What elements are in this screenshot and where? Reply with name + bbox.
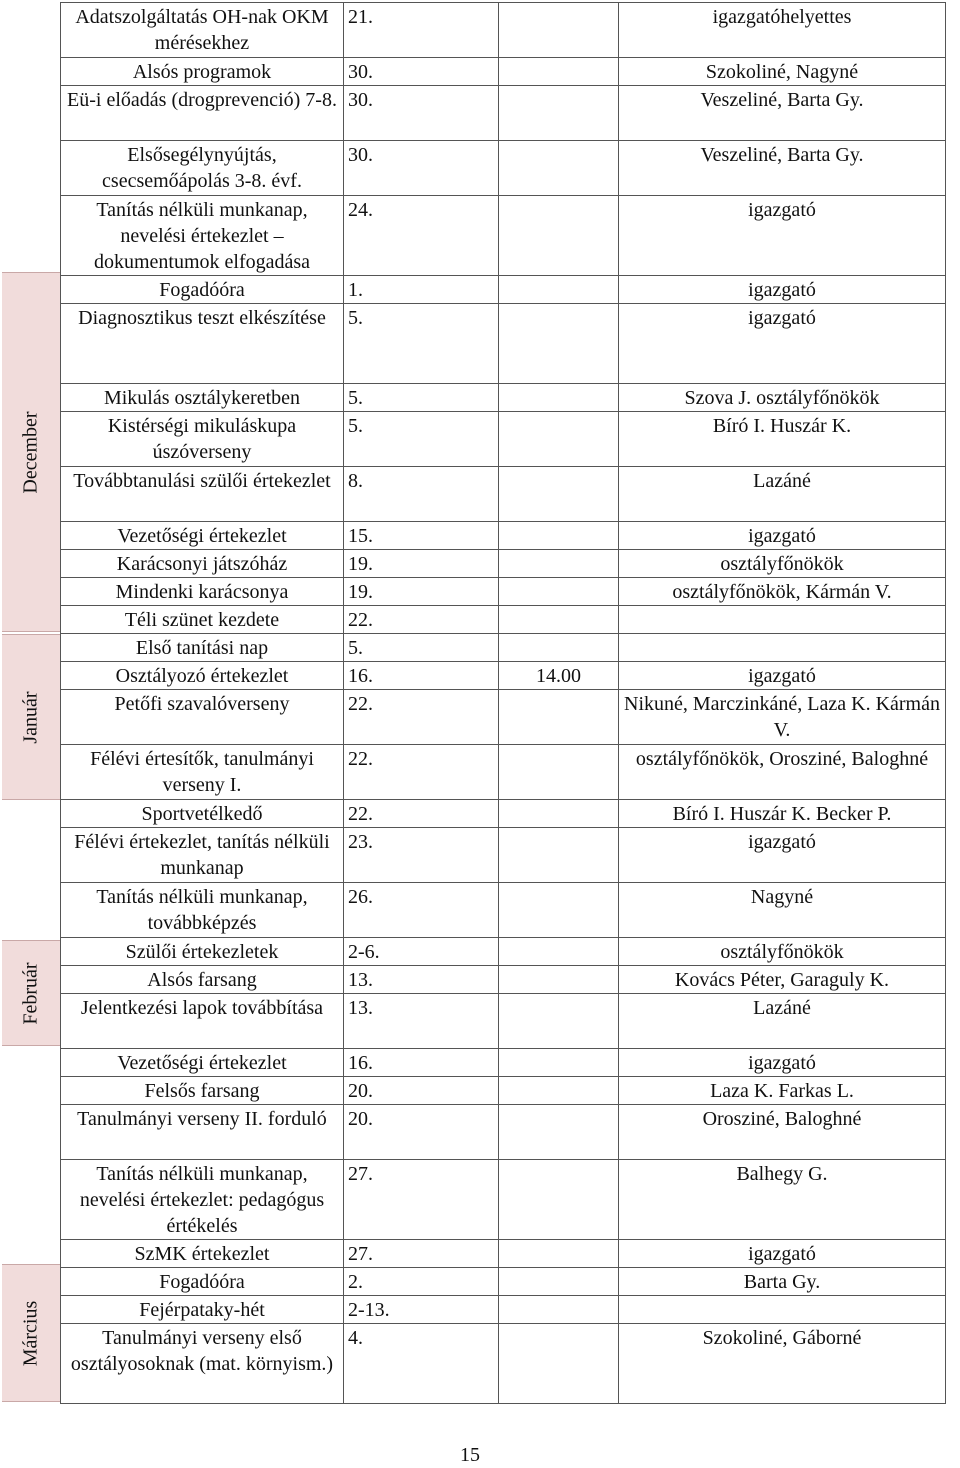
time-cell: 14.00	[499, 662, 619, 690]
time-cell	[499, 578, 619, 606]
table-row	[61, 1268, 946, 1296]
month-band-december	[2, 272, 60, 632]
table-row	[61, 1077, 946, 1105]
responsible-cell: Barta Gy.	[619, 1268, 946, 1296]
table-row	[61, 994, 946, 1049]
date-cell: 22.	[344, 690, 499, 745]
responsible-cell: Szokoliné, Gáborné	[619, 1324, 946, 1404]
responsible-cell: igazgató	[619, 1240, 946, 1268]
time-cell	[499, 276, 619, 304]
table-row	[61, 522, 946, 550]
event-cell: Alsós programok	[61, 58, 344, 86]
responsible-cell: igazgató	[619, 276, 946, 304]
table-row	[61, 634, 946, 662]
time-cell	[499, 883, 619, 938]
time-cell	[499, 196, 619, 276]
time-cell	[499, 994, 619, 1049]
date-cell: 13.	[344, 966, 499, 994]
table-row	[61, 276, 946, 304]
month-label: Január	[19, 690, 42, 744]
event-cell: Petőfi szavalóverseny	[61, 690, 344, 745]
time-cell	[499, 634, 619, 662]
date-cell: 16.	[344, 662, 499, 690]
time-cell	[499, 828, 619, 883]
time-cell	[499, 1160, 619, 1240]
date-cell: 27.	[344, 1240, 499, 1268]
table-row	[61, 1296, 946, 1324]
table-row	[61, 141, 946, 196]
event-cell: SzMK értekezlet	[61, 1240, 344, 1268]
responsible-cell: Bíró I. Huszár K.	[619, 412, 946, 467]
date-cell: 26.	[344, 883, 499, 938]
date-cell: 23.	[344, 828, 499, 883]
event-cell: Diagnosztikus teszt elkészítése	[61, 304, 344, 384]
event-cell: Félévi értesítők, tanulmányi verseny I.	[61, 745, 344, 800]
month-label: Március	[19, 1300, 42, 1366]
month-label: December	[19, 410, 42, 494]
date-cell: 16.	[344, 1049, 499, 1077]
date-cell: 1.	[344, 276, 499, 304]
event-cell: Fogadóóra	[61, 1268, 344, 1296]
responsible-cell: igazgató	[619, 522, 946, 550]
date-cell: 2.	[344, 1268, 499, 1296]
table-row	[61, 86, 946, 141]
table-row	[61, 883, 946, 938]
date-cell: 2-6.	[344, 938, 499, 966]
date-cell: 30.	[344, 141, 499, 196]
time-cell	[499, 467, 619, 522]
table-row	[61, 690, 946, 745]
time-cell	[499, 141, 619, 196]
event-cell: Továbbtanulási szülői értekezlet	[61, 467, 344, 522]
event-cell: Adatszolgáltatás OH-nak OKM mérésekhez	[61, 3, 344, 58]
table-row	[61, 1240, 946, 1268]
responsible-cell: Nagyné	[619, 883, 946, 938]
event-cell: Vezetőségi értekezlet	[61, 522, 344, 550]
responsible-cell	[619, 606, 946, 634]
responsible-cell: osztályfőnökök, Orosziné, Baloghné	[619, 745, 946, 800]
event-cell: Kistérségi mikuláskupa úszóverseny	[61, 412, 344, 467]
responsible-cell: osztályfőnökök	[619, 550, 946, 578]
responsible-cell: osztályfőnökök	[619, 938, 946, 966]
responsible-cell: igazgatóhelyettes	[619, 3, 946, 58]
event-cell: Felsős farsang	[61, 1077, 344, 1105]
event-cell: Első tanítási nap	[61, 634, 344, 662]
time-cell	[499, 522, 619, 550]
table-row	[61, 800, 946, 828]
time-cell	[499, 966, 619, 994]
event-cell: Téli szünet kezdete	[61, 606, 344, 634]
responsible-cell: igazgató	[619, 304, 946, 384]
table-row	[61, 938, 946, 966]
time-cell	[499, 938, 619, 966]
responsible-cell: osztályfőnökök, Kármán V.	[619, 578, 946, 606]
event-cell: Félévi értekezlet, tanítás nélküli munkanap	[61, 828, 344, 883]
event-cell: Mindenki karácsonya	[61, 578, 344, 606]
table-row	[61, 550, 946, 578]
month-band-januar	[2, 634, 60, 800]
table-row	[61, 828, 946, 883]
month-band-marcius	[2, 1264, 60, 1402]
event-cell: Karácsonyi játszóház	[61, 550, 344, 578]
responsible-cell: Szokoliné, Nagyné	[619, 58, 946, 86]
time-cell	[499, 1324, 619, 1404]
event-cell: Tanulmányi verseny II. forduló	[61, 1105, 344, 1160]
time-cell	[499, 3, 619, 58]
table-row	[61, 745, 946, 800]
date-cell: 8.	[344, 467, 499, 522]
event-cell: Tanítás nélküli munkanap, nevelési értekezlet: pedagógus értékelés	[61, 1160, 344, 1240]
event-cell: Eü-i előadás (drogprevenció) 7-8.	[61, 86, 344, 141]
responsible-cell	[619, 634, 946, 662]
table-row	[61, 578, 946, 606]
table-row	[61, 1049, 946, 1077]
time-cell	[499, 1077, 619, 1105]
schedule-body	[61, 3, 946, 1404]
time-cell	[499, 550, 619, 578]
time-cell	[499, 1049, 619, 1077]
table-row	[61, 662, 946, 690]
event-cell: Mikulás osztálykeretben	[61, 384, 344, 412]
time-cell	[499, 304, 619, 384]
responsible-cell: Veszeliné, Barta Gy.	[619, 141, 946, 196]
time-cell	[499, 606, 619, 634]
responsible-cell: Lazáné	[619, 467, 946, 522]
time-cell	[499, 384, 619, 412]
event-cell: Tanítás nélküli munkanap, továbbképzés	[61, 883, 344, 938]
table-row	[61, 966, 946, 994]
responsible-cell: Balhegy G.	[619, 1160, 946, 1240]
time-cell	[499, 745, 619, 800]
date-cell: 30.	[344, 86, 499, 141]
date-cell: 22.	[344, 800, 499, 828]
time-cell	[499, 412, 619, 467]
event-cell: Alsós farsang	[61, 966, 344, 994]
responsible-cell: Lazáné	[619, 994, 946, 1049]
page-number: 15	[460, 1444, 480, 1466]
date-cell: 30.	[344, 58, 499, 86]
event-cell: Fogadóóra	[61, 276, 344, 304]
time-cell	[499, 86, 619, 141]
responsible-cell: igazgató	[619, 662, 946, 690]
table-row	[61, 384, 946, 412]
event-cell: Szülői értekezletek	[61, 938, 344, 966]
date-cell: 5.	[344, 304, 499, 384]
date-cell: 21.	[344, 3, 499, 58]
date-cell: 5.	[344, 634, 499, 662]
responsible-cell: Nikuné, Marczinkáné, Laza K. Kármán V.	[619, 690, 946, 745]
month-label: Február	[19, 961, 42, 1025]
date-cell: 15.	[344, 522, 499, 550]
event-cell: Jelentkezési lapok továbbítása	[61, 994, 344, 1049]
date-cell: 19.	[344, 578, 499, 606]
responsible-cell: Orosziné, Baloghné	[619, 1105, 946, 1160]
time-cell	[499, 1240, 619, 1268]
responsible-cell	[619, 1296, 946, 1324]
table-row	[61, 3, 946, 58]
time-cell	[499, 1105, 619, 1160]
date-cell: 22.	[344, 606, 499, 634]
responsible-cell: Szova J. osztályfőnökök	[619, 384, 946, 412]
table-row	[61, 58, 946, 86]
table-row	[61, 304, 946, 384]
event-cell: Vezetőségi értekezlet	[61, 1049, 344, 1077]
responsible-cell: Bíró I. Huszár K. Becker P.	[619, 800, 946, 828]
date-cell: 22.	[344, 745, 499, 800]
responsible-cell: Kovács Péter, Garaguly K.	[619, 966, 946, 994]
table-row	[61, 1160, 946, 1240]
time-cell	[499, 58, 619, 86]
event-cell: Tanulmányi verseny első osztályosoknak (mat. környism.)	[61, 1324, 344, 1404]
event-cell: Elsősegélynyújtás, csecsemőápolás 3-8. évf.	[61, 141, 344, 196]
date-cell: 4.	[344, 1324, 499, 1404]
responsible-cell: igazgató	[619, 1049, 946, 1077]
event-cell: Tanítás nélküli munkanap, nevelési értekezlet – dokumentumok elfogadása	[61, 196, 344, 276]
time-cell	[499, 690, 619, 745]
date-cell: 24.	[344, 196, 499, 276]
responsible-cell: igazgató	[619, 828, 946, 883]
month-band-februar	[2, 940, 60, 1046]
table-row	[61, 606, 946, 634]
table-row	[61, 196, 946, 276]
date-cell: 5.	[344, 384, 499, 412]
event-cell: Fejérpataky-hét	[61, 1296, 344, 1324]
table-row	[61, 1105, 946, 1160]
date-cell: 20.	[344, 1105, 499, 1160]
event-cell: Osztályozó értekezlet	[61, 662, 344, 690]
month-column	[2, 2, 60, 1400]
schedule-table	[60, 2, 946, 1404]
responsible-cell: Veszeliné, Barta Gy.	[619, 86, 946, 141]
responsible-cell: Laza K. Farkas L.	[619, 1077, 946, 1105]
table-row	[61, 412, 946, 467]
date-cell: 19.	[344, 550, 499, 578]
table-row	[61, 1324, 946, 1404]
table-row	[61, 467, 946, 522]
event-cell: Sportvetélkedő	[61, 800, 344, 828]
date-cell: 20.	[344, 1077, 499, 1105]
date-cell: 2-13.	[344, 1296, 499, 1324]
date-cell: 27.	[344, 1160, 499, 1240]
time-cell	[499, 800, 619, 828]
responsible-cell: igazgató	[619, 196, 946, 276]
time-cell	[499, 1268, 619, 1296]
time-cell	[499, 1296, 619, 1324]
date-cell: 5.	[344, 412, 499, 467]
date-cell: 13.	[344, 994, 499, 1049]
